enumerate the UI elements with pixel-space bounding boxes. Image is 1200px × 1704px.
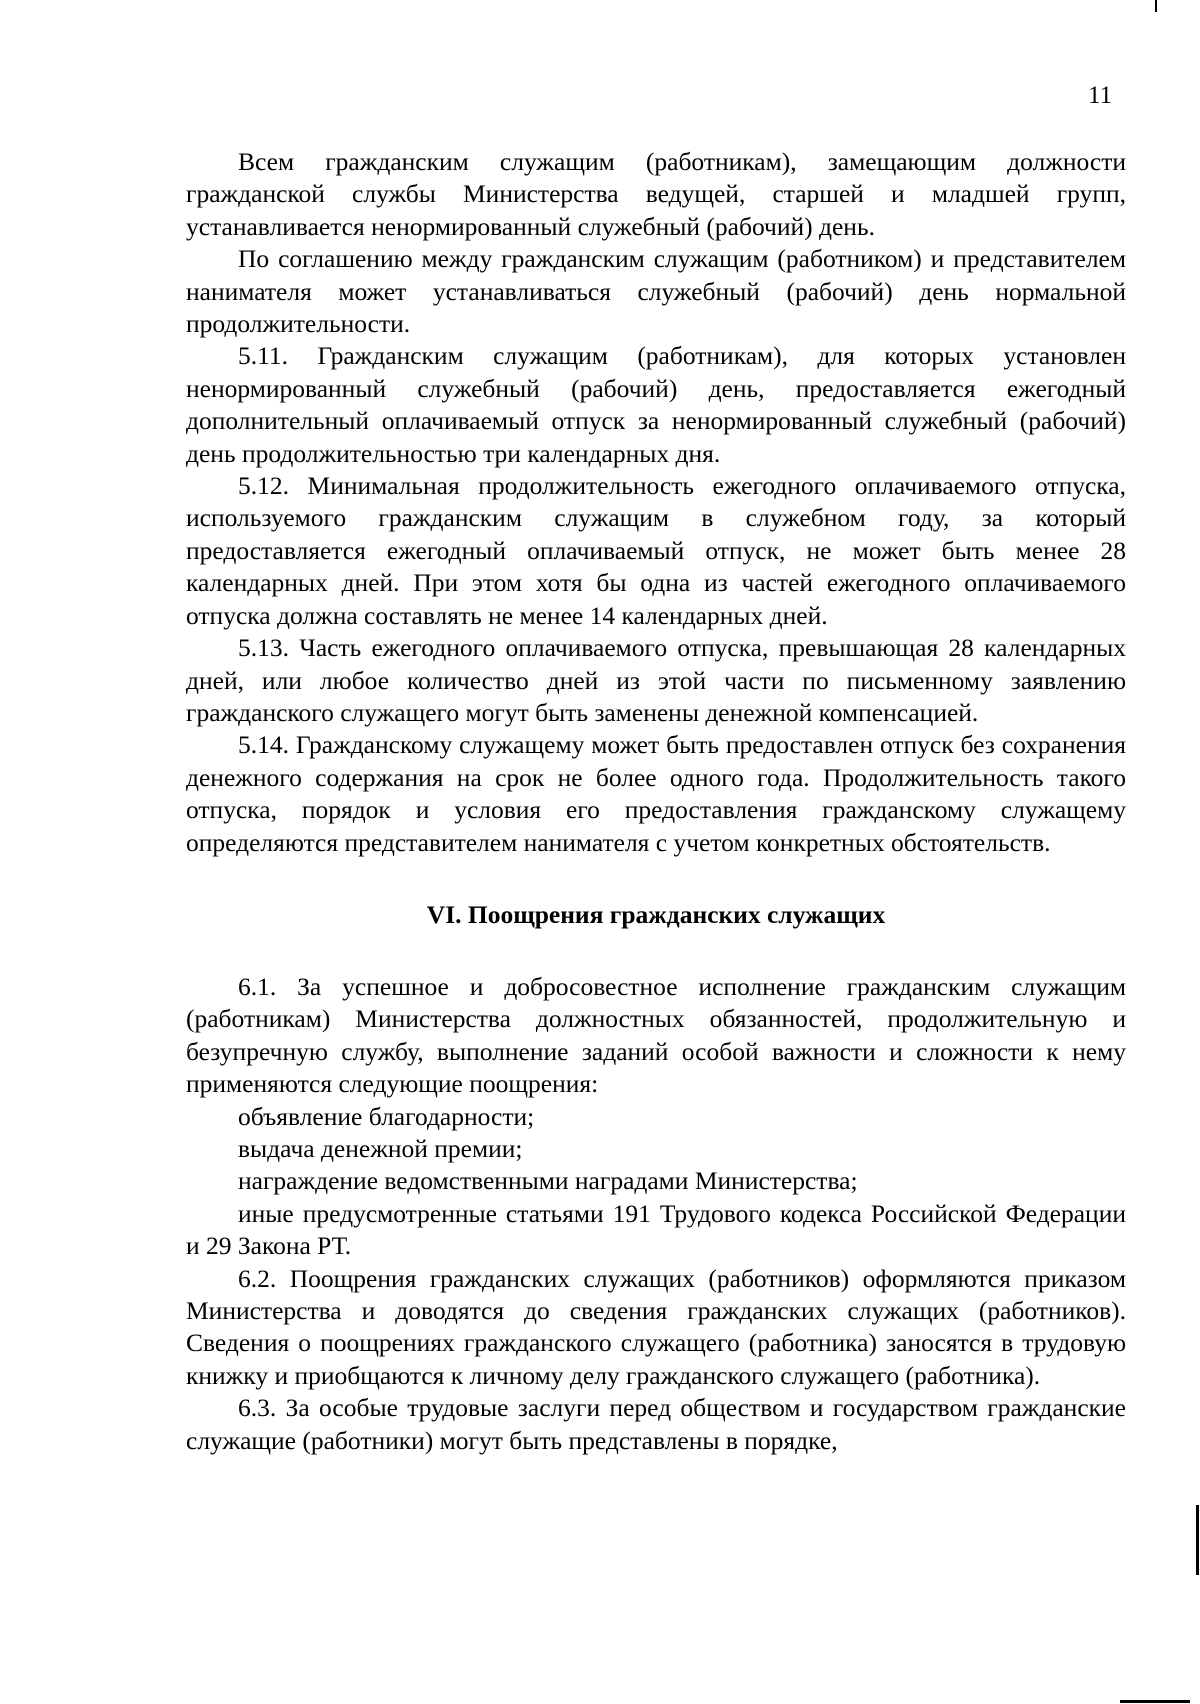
paragraph-5-12: 5.12. Минимальная продолжительность ежегодного оплачиваемого отпуска, используемого гражданским служащим в служебном году, за который предоставляется ежегодный оплачиваемый отпуск, не может быть менее 28 календарных дней. При этом хотя бы одна из частей ежегодного оплачиваемого отпуска должна составлять не менее 14 календарных дней. [186, 471, 1126, 630]
paragraph-6-2: 6.2. Поощрения гражданских служащих (работников) оформляются приказом Министерства и доводятся до сведения гражданских служащих (работников). Сведения о поощрениях гражданского служащего (работника) заносятся в трудовую книжку и приобщаются к личному делу гражданского служащего (работника). [186, 1263, 1126, 1390]
document-body [186, 146, 1126, 1457]
paragraph-5-13: 5.13. Часть ежегодного оплачиваемого отпуска, превышающая 28 календарных дней, или любое количество дней из этой части по письменному заявлению гражданского служащего могут быть заменены денежной компенсацией. [186, 633, 1126, 727]
paragraph-5-11: 5.11. Гражданским служащим (работникам), для которых установлен ненормированный служебный (рабочий) день, предоставляется ежегодный дополнительный оплачиваемый отпуск за ненормированный служебный (рабочий) день продолжительностью три календарных дня. [186, 341, 1126, 468]
list-item: награждение ведомственными наградами Министерства; [238, 1166, 858, 1196]
paragraph-5-14: 5.14. Гражданскому служащему может быть предоставлен отпуск без сохранения денежного содержания на срок не более одного года. Продолжительность такого отпуска, порядок и условия его предоставления гражданскому служащему определяются представителем нанимателя с учетом конкретных обстоятельств. [186, 730, 1126, 857]
paragraph-other-rewards: иные предусмотренные статьями 191 Трудового кодекса Российской Федерации и 29 Закона РТ. [186, 1198, 1126, 1261]
scan-edge-mark-right [1196, 1505, 1199, 1575]
paragraph-6-1: 6.1. За успешное и добросовестное исполнение гражданским служащим (работникам) Министерства должностных обязанностей, продолжительную и безупречную службу, выполнение заданий особой важности и сложности к нему применяются следующие поощрения: [186, 971, 1126, 1099]
section-title: VI. Поощрения гражданских служащих [426, 899, 886, 929]
paragraph-6-3: 6.3. За особые трудовые заслуги перед обществом и государством гражданские служащие (работники) могут быть представлены в порядке, [186, 1393, 1126, 1455]
paragraph-work-day: Всем гражданским служащим (работникам), замещающим должности гражданской службы Министерства ведущей, старшей и младшей групп, устанавливается ненормированный служебный (рабочий) день. [186, 147, 1126, 241]
list-item: выдача денежной премии; [238, 1133, 523, 1163]
scan-edge-mark-top [1155, 0, 1157, 12]
list-item: объявление благодарности; [238, 1101, 535, 1131]
page-number: 11 [1088, 82, 1113, 109]
paragraph-agreement: По соглашению между гражданским служащим (работником) и представителем нанимателя может устанавливаться служебный (рабочий) день нормальной продолжительности. [186, 244, 1126, 339]
scan-edge-mark-bottom [1120, 1700, 1190, 1703]
